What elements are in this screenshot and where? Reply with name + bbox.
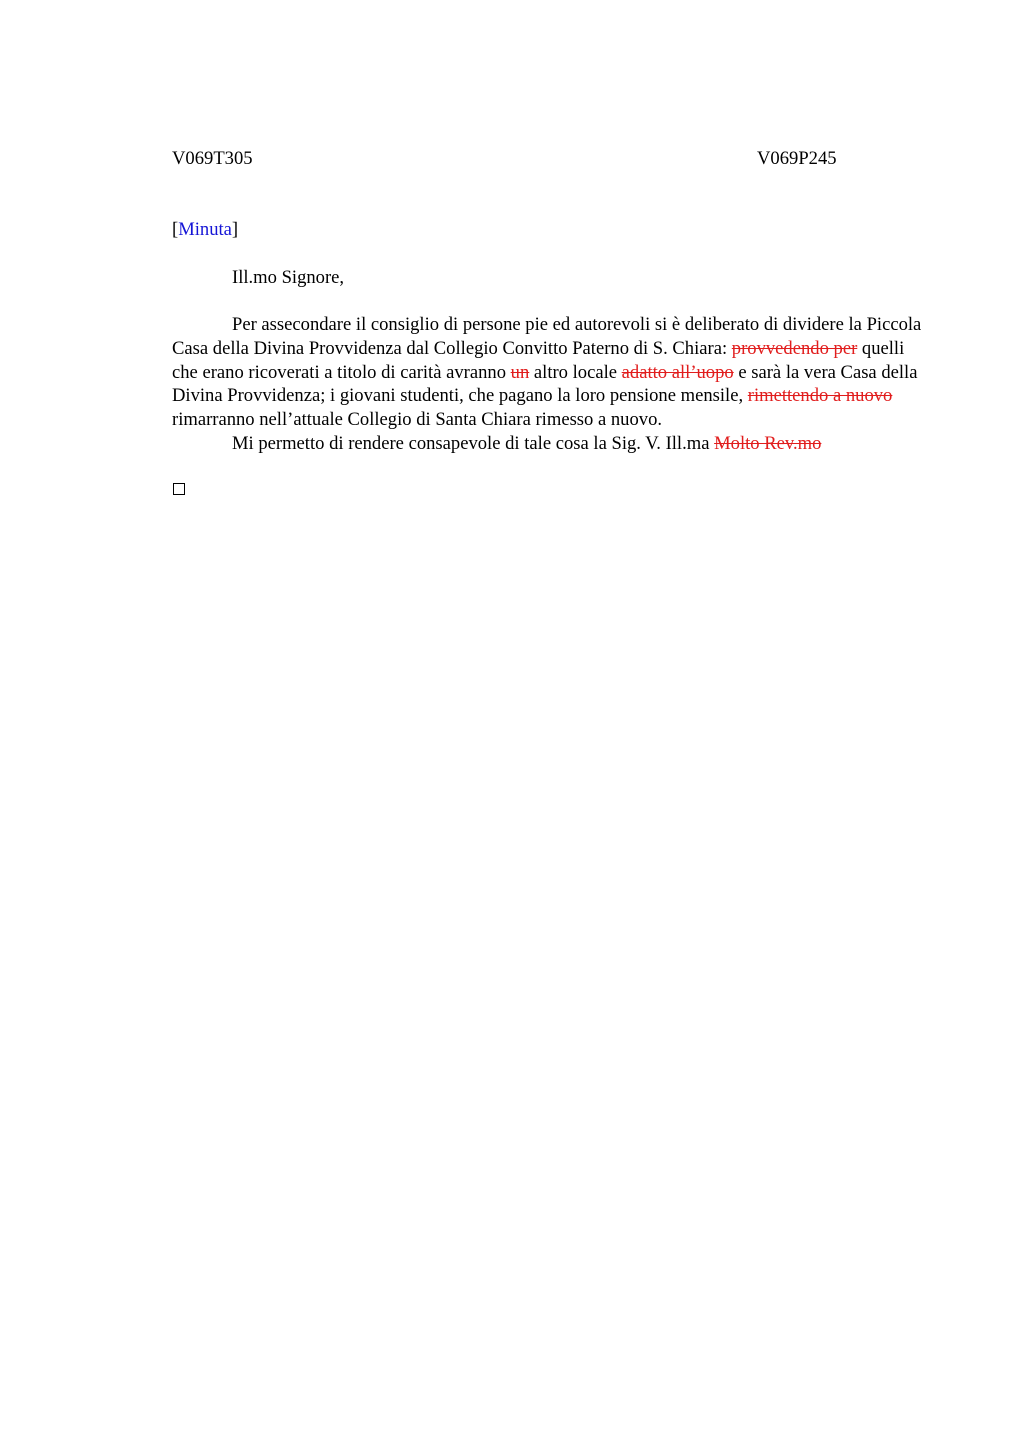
minuta-label	[172, 218, 238, 242]
paragraph-1	[172, 313, 930, 432]
paragraph-2	[172, 432, 930, 456]
salutation: Ill.mo Signore,	[232, 267, 345, 288]
text-segment: rimarranno nell’attuale Collegio di Santa Chiara rimesso a nuovo.	[172, 409, 663, 431]
deleted-text: un	[510, 361, 530, 383]
open-bracket: [	[172, 219, 179, 240]
letter-body	[172, 313, 930, 456]
empty-square-icon	[173, 483, 185, 495]
text-segment: quelli che erano ricoverati a titolo di carità avranno	[172, 337, 905, 383]
deleted-text: Molto Rev.mo	[714, 432, 822, 454]
deleted-text: provvedendo per	[731, 337, 858, 359]
volume-page-code: V069P245	[757, 148, 837, 169]
close-bracket: ]	[231, 219, 239, 240]
text-segment: Per assecondare il consiglio di persone pie ed autorevoli si è deliberato di dividere la Piccola Casa della Divina Provvidenza dal Collegio Convitto Paterno di S. Chiara:	[172, 314, 922, 359]
minuta-text: Minuta	[178, 219, 232, 240]
deleted-text: adatto all’uopo	[621, 361, 734, 383]
deleted-text: rimettendo a nuovo	[747, 385, 893, 407]
text-segment: Mi permetto di rendere consapevole di tale cosa la Sig. V. Ill.ma	[232, 432, 715, 454]
text-segment: e sarà la vera Casa della Divina Provvidenza; i giovani studenti, che pagano la loro pensione mensile,	[172, 361, 918, 407]
document-page	[172, 0, 928, 1450]
text-segment: altro locale	[529, 361, 622, 383]
volume-text-code: V069T305	[172, 148, 253, 169]
